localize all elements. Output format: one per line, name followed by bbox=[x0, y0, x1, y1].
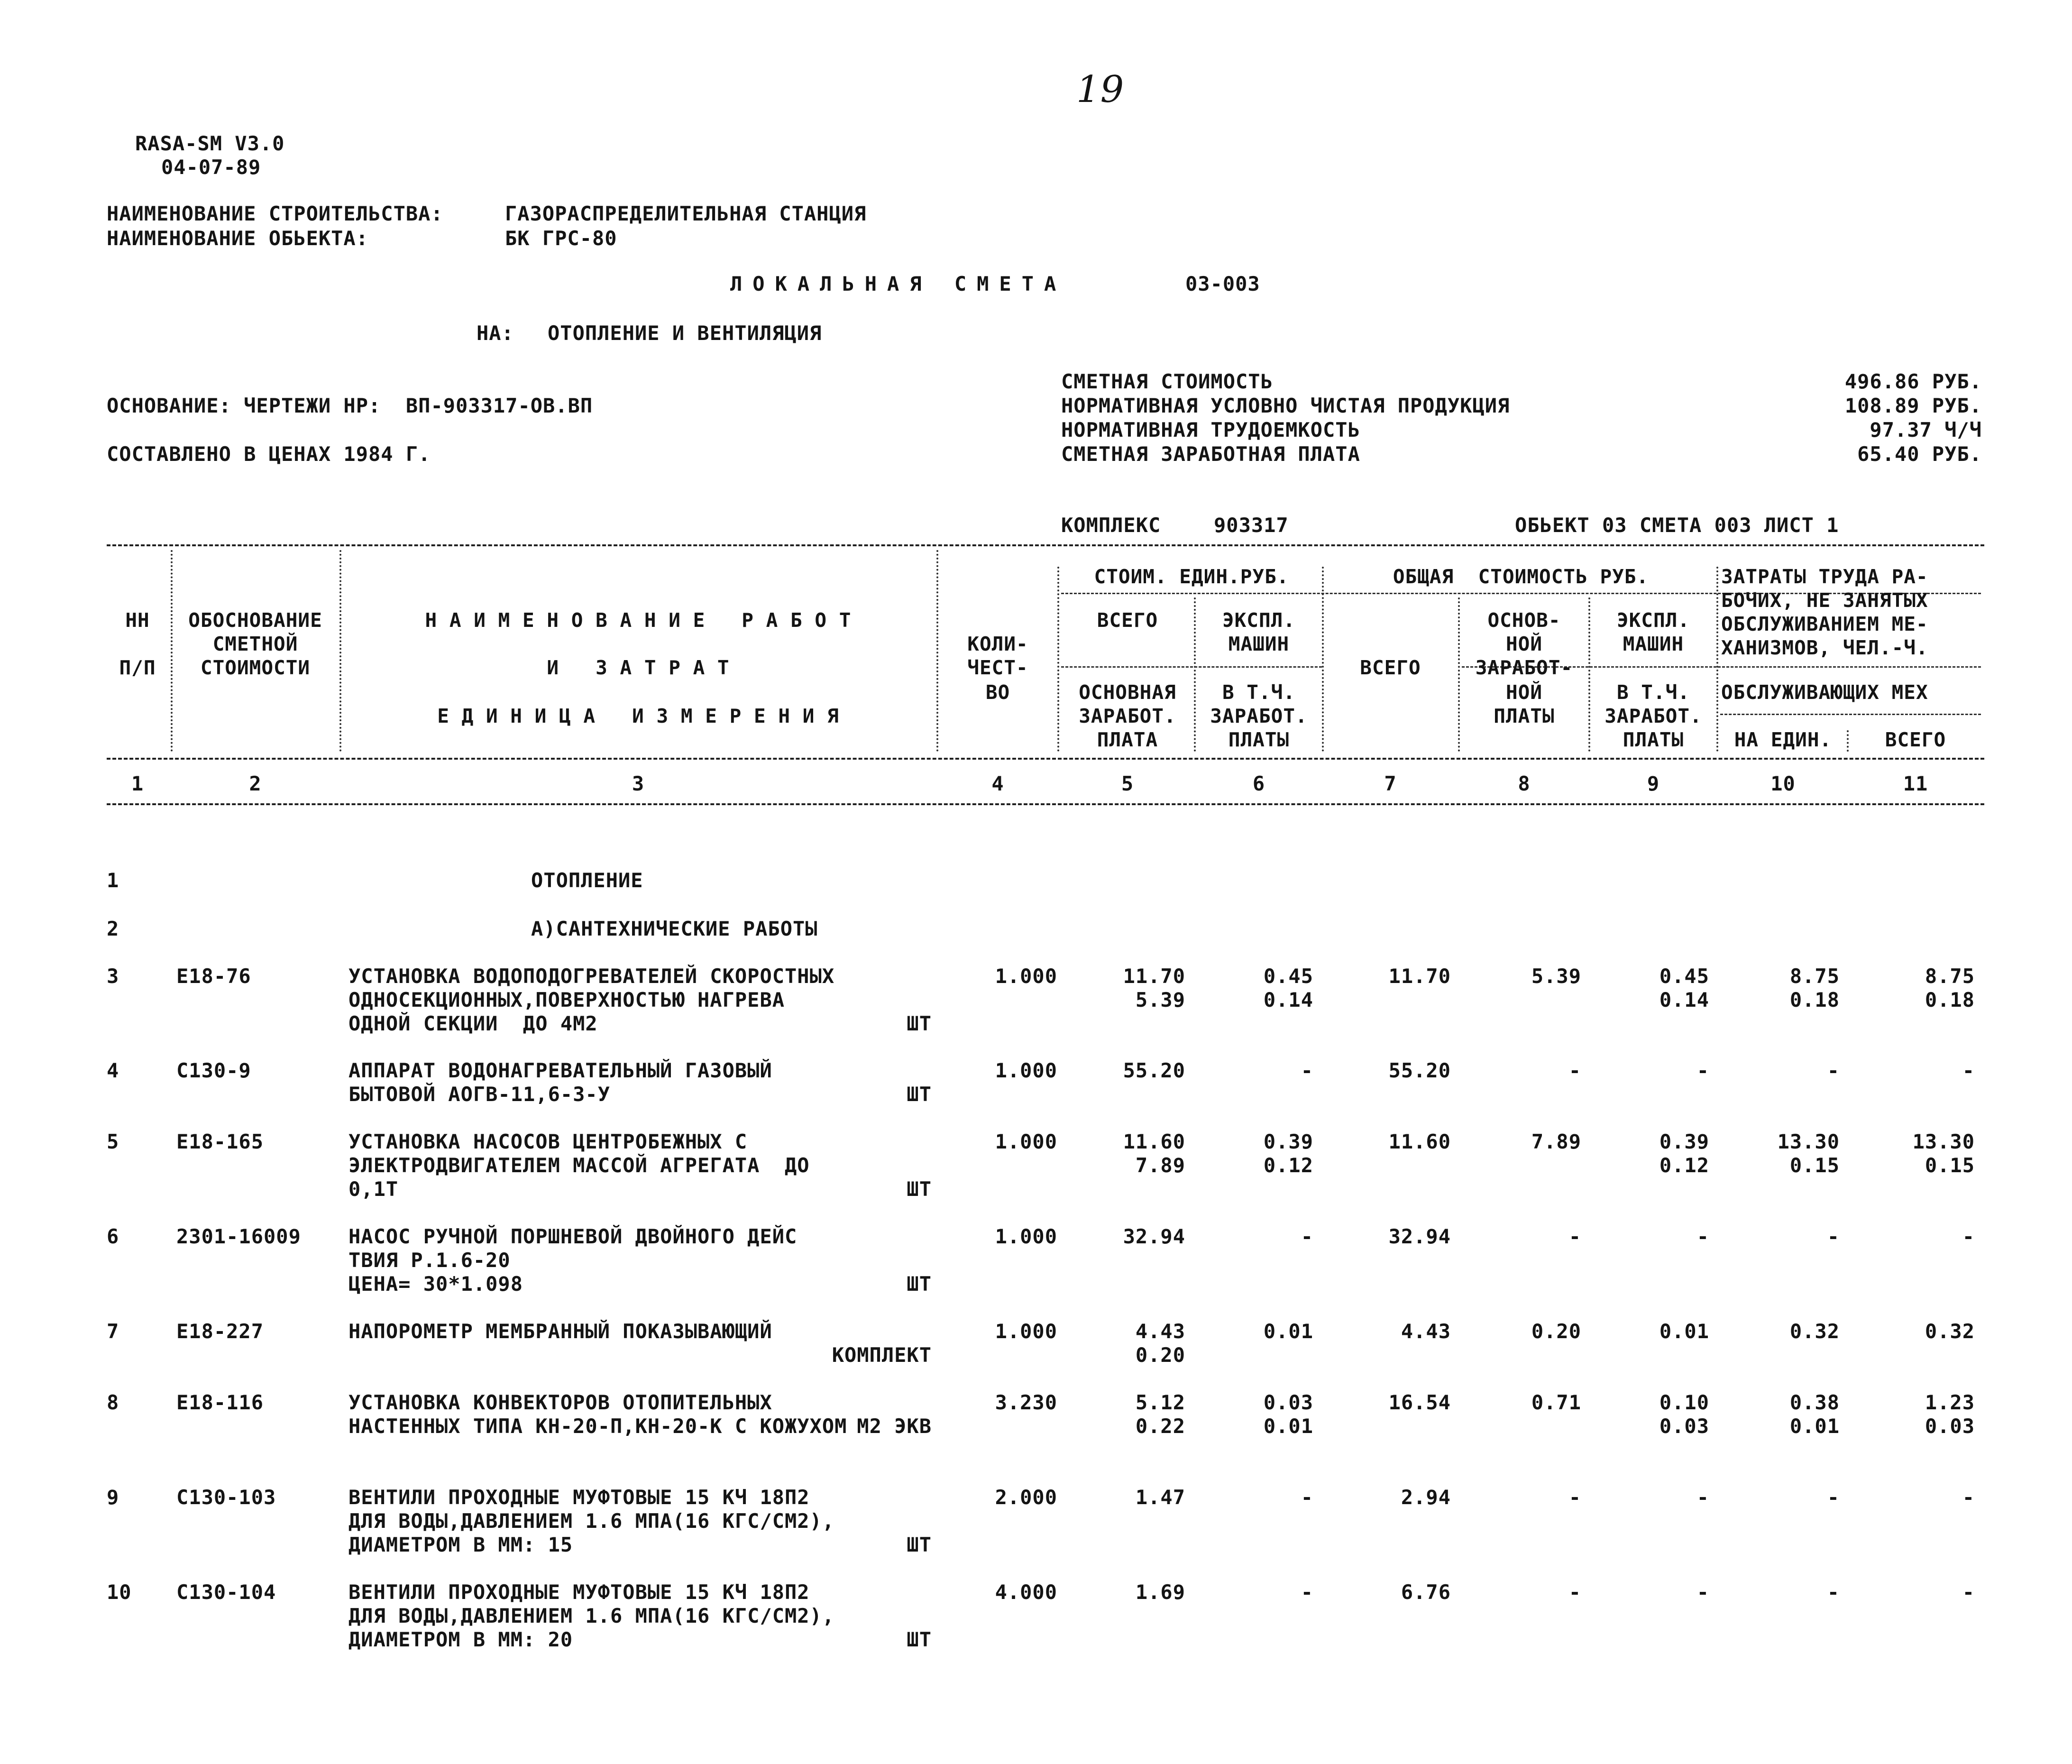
row-c9: - bbox=[1696, 1225, 1709, 1248]
row-c10: 0.15 bbox=[1789, 1154, 1840, 1177]
row-c7: 4.43 bbox=[1401, 1320, 1451, 1343]
hdr-c5: ЗАРАБОТ. bbox=[1079, 705, 1176, 727]
row-code: С130-103 bbox=[176, 1486, 276, 1509]
hdr-c3: Н А И М Е Н О В А Н И Е Р А Б О Т bbox=[425, 609, 852, 632]
col-number: 2 bbox=[249, 772, 262, 795]
row-code: Е18-116 bbox=[176, 1391, 264, 1414]
row-number: 5 bbox=[107, 1130, 119, 1153]
row-c5: 55.20 bbox=[1123, 1059, 1185, 1082]
row-c9: 0.03 bbox=[1659, 1415, 1709, 1438]
hdr-c9: ЭКСПЛ. bbox=[1616, 609, 1690, 632]
row-c6: 0.12 bbox=[1263, 1154, 1313, 1177]
col-number: 9 bbox=[1647, 772, 1660, 795]
col-number: 4 bbox=[991, 772, 1004, 795]
row-c6: 0.03 bbox=[1263, 1391, 1313, 1414]
col-separator bbox=[1847, 730, 1849, 752]
summary-value: 65.40 РУБ. bbox=[1857, 442, 1982, 466]
hdr-c10-11: ОБСЛУЖИВАНИЕМ МЕ- bbox=[1721, 613, 1928, 635]
row-name-line: УСТАНОВКА ВОДОПОДОГРЕВАТЕЛЕЙ СКОРОСТНЫХ bbox=[348, 965, 835, 988]
row-name-line: ВЕНТИЛИ ПРОХОДНЫЕ МУФТОВЫЕ 15 КЧ 18П2 bbox=[348, 1580, 810, 1604]
hdr-c9: ПЛАТЫ bbox=[1623, 728, 1684, 751]
row-code: Е18-76 bbox=[176, 965, 251, 988]
hdr-c9: МАШИН bbox=[1623, 633, 1684, 655]
row-name-line: ТВИЯ Р.1.6-20 bbox=[348, 1249, 511, 1272]
col-number: 8 bbox=[1518, 772, 1531, 795]
header-sub-rule bbox=[1720, 714, 1981, 715]
row-c5: 32.94 bbox=[1123, 1225, 1185, 1248]
row-c11: 0.18 bbox=[1925, 988, 1975, 1011]
hdr-c6: ЭКСПЛ. bbox=[1222, 609, 1296, 632]
row-c11: 0.32 bbox=[1925, 1320, 1975, 1343]
object-label: НАИМЕНОВАНИЕ ОБЬЕКТА: bbox=[107, 227, 369, 250]
hdr-c6: ЗАРАБОТ. bbox=[1210, 705, 1308, 727]
row-c9: - bbox=[1696, 1486, 1709, 1509]
row-name-line: НАСТЕННЫХ ТИПА КН-20-П,КН-20-К С КОЖУХОМ bbox=[348, 1415, 847, 1438]
row-c6: - bbox=[1301, 1225, 1313, 1248]
section-title: ОТОПЛЕНИЕ bbox=[531, 869, 643, 892]
row-quantity: 2.000 bbox=[995, 1486, 1057, 1509]
row-c10: 0.38 bbox=[1789, 1391, 1840, 1414]
row-c8: - bbox=[1568, 1486, 1581, 1509]
col-number: 5 bbox=[1121, 772, 1134, 795]
row-c8: 5.39 bbox=[1531, 965, 1581, 988]
row-c5: 11.70 bbox=[1123, 965, 1185, 988]
col-separator bbox=[339, 550, 341, 752]
row-quantity: 1.000 bbox=[995, 965, 1057, 988]
row-c11: 0.03 bbox=[1925, 1415, 1975, 1438]
hdr-c8: ПЛАТЫ bbox=[1494, 705, 1555, 727]
row-name-line: ДЛЯ ВОДЫ,ДАВЛЕНИЕМ 1.6 МПА(16 КГС/СМ2), bbox=[348, 1604, 835, 1627]
col-separator bbox=[1458, 597, 1460, 752]
hdr-c10-11: ОБСЛУЖИВАЮЩИХ МЕХ bbox=[1721, 681, 1928, 704]
section-title: А)САНТЕХНИЧЕСКИЕ РАБОТЫ bbox=[531, 917, 818, 940]
for-text: ОТОПЛЕНИЕ И ВЕНТИЛЯЦИЯ bbox=[548, 322, 822, 345]
hdr-c1: П/П bbox=[119, 656, 156, 679]
prices-line: СОСТАВЛЕНО В ЦЕНАХ 1984 Г. bbox=[107, 442, 431, 466]
row-c8: - bbox=[1568, 1225, 1581, 1248]
row-c6: 0.45 bbox=[1263, 965, 1313, 988]
row-c6: - bbox=[1301, 1580, 1313, 1604]
hdr-c8: ОСНОВ- bbox=[1487, 609, 1561, 632]
row-code: С130-104 bbox=[176, 1580, 276, 1604]
hdr-c3: И З А Т Р А Т bbox=[547, 656, 730, 679]
row-number: 7 bbox=[107, 1320, 119, 1343]
row-name-line: БЫТОВОЙ АОГВ-11,6-3-У bbox=[348, 1083, 611, 1106]
summary-label: НОРМАТИВНАЯ УСЛОВНО ЧИСТАЯ ПРОДУКЦИЯ bbox=[1061, 394, 1510, 417]
row-name-line: ДИАМЕТРОМ В ММ: 15 bbox=[348, 1533, 573, 1556]
row-unit: ШТ bbox=[907, 1628, 932, 1651]
row-c5: 1.47 bbox=[1135, 1486, 1185, 1509]
row-unit: ШТ bbox=[907, 1012, 932, 1035]
hdr-c2: СМЕТНОЙ bbox=[212, 633, 298, 655]
hdr-c11: ВСЕГО bbox=[1885, 728, 1946, 751]
row-c10: 8.75 bbox=[1789, 965, 1840, 988]
row-c7: 11.70 bbox=[1388, 965, 1451, 988]
row-name-line: УСТАНОВКА КОНВЕКТОРОВ ОТОПИТЕЛЬНЫХ bbox=[348, 1391, 772, 1414]
row-quantity: 1.000 bbox=[995, 1225, 1057, 1248]
row-name-line: УСТАНОВКА НАСОСОВ ЦЕНТРОБЕЖНЫХ С bbox=[348, 1130, 748, 1153]
row-c11: 0.15 bbox=[1925, 1154, 1975, 1177]
hdr-c2: ОБОСНОВАНИЕ bbox=[188, 609, 322, 632]
row-c11: - bbox=[1962, 1580, 1975, 1604]
row-name-line: ДЛЯ ВОДЫ,ДАВЛЕНИЕМ 1.6 МПА(16 КГС/СМ2), bbox=[348, 1509, 835, 1533]
row-c6: - bbox=[1301, 1059, 1313, 1082]
summary-label: СМЕТНАЯ СТОИМОСТЬ bbox=[1061, 370, 1273, 393]
construction-name: ГАЗОРАСПРЕДЕЛИТЕЛЬНАЯ СТАНЦИЯ bbox=[505, 202, 867, 225]
row-name-line: ОДНОСЕКЦИОННЫХ,ПОВЕРХНОСТЬЮ НАГРЕВА bbox=[348, 988, 785, 1011]
row-quantity: 1.000 bbox=[995, 1059, 1057, 1082]
row-c10: - bbox=[1827, 1580, 1840, 1604]
summary-value: 108.89 РУБ. bbox=[1844, 394, 1982, 417]
row-code: Е18-227 bbox=[176, 1320, 264, 1343]
row-c9: 0.12 bbox=[1659, 1154, 1709, 1177]
row-name-line: ЭЛЕКТРОДВИГАТЕЛЕМ МАССОЙ АГРЕГАТА ДО bbox=[348, 1154, 810, 1177]
hdr-c5: ПЛАТА bbox=[1097, 728, 1158, 751]
col-number: 1 bbox=[131, 772, 144, 795]
row-name-line: ЦЕНА= 30*1.098 bbox=[348, 1272, 523, 1295]
header-bottom-rule bbox=[107, 803, 1984, 805]
row-c8: 7.89 bbox=[1531, 1130, 1581, 1153]
hdr-c8: НОЙ bbox=[1505, 681, 1543, 704]
row-number: 4 bbox=[107, 1059, 119, 1082]
summary-value: 496.86 РУБ. bbox=[1844, 370, 1982, 393]
for-label: НА: bbox=[477, 322, 514, 345]
col-number: 10 bbox=[1770, 772, 1796, 795]
col-separator bbox=[1588, 597, 1590, 752]
row-c8: - bbox=[1568, 1059, 1581, 1082]
hdr-c6: ПЛАТЫ bbox=[1228, 728, 1290, 751]
row-unit: ШТ bbox=[907, 1177, 932, 1201]
row-c11: - bbox=[1962, 1486, 1975, 1509]
row-name-line: 0,1Т bbox=[348, 1177, 399, 1201]
object-sheet: ОБЬЕКТ 03 СМЕТА 003 ЛИСТ 1 bbox=[1515, 514, 1839, 537]
row-quantity: 1.000 bbox=[995, 1320, 1057, 1343]
row-quantity: 3.230 bbox=[995, 1391, 1057, 1414]
doc-title: ЛОКАЛЬНАЯ СМЕТА bbox=[730, 272, 1067, 295]
hdr-c6: В Т.Ч. bbox=[1222, 681, 1296, 704]
row-c5: 4.43 bbox=[1135, 1320, 1185, 1343]
row-code: 2301-16009 bbox=[176, 1225, 301, 1248]
row-c9: 0.10 bbox=[1659, 1391, 1709, 1414]
print-date: 04-07-89 bbox=[161, 156, 261, 179]
doc-number: 03-003 bbox=[1185, 272, 1260, 295]
hdr-c8: НОЙ bbox=[1505, 633, 1543, 655]
row-name-line: НАСОС РУЧНОЙ ПОРШНЕВОЙ ДВОЙНОГО ДЕЙС bbox=[348, 1225, 798, 1248]
row-c11: 1.23 bbox=[1925, 1391, 1975, 1414]
hdr-c3: Е Д И Н И Ц А И З М Е Р Е Н И Я bbox=[437, 705, 839, 727]
col-number: 6 bbox=[1252, 772, 1265, 795]
row-number: 9 bbox=[107, 1486, 119, 1509]
hdr-c7: ВСЕГО bbox=[1360, 656, 1421, 679]
row-c5: 7.89 bbox=[1135, 1154, 1185, 1177]
row-c7: 6.76 bbox=[1401, 1580, 1451, 1604]
summary-value: 97.37 Ч/Ч bbox=[1870, 418, 1982, 441]
section-number: 2 bbox=[107, 917, 119, 940]
row-number: 6 bbox=[107, 1225, 119, 1248]
row-c7: 55.20 bbox=[1388, 1059, 1451, 1082]
row-name-line: НАПОРОМЕТР МЕМБРАННЫЙ ПОКАЗЫВАЮЩИЙ bbox=[348, 1320, 772, 1343]
row-unit: М2 ЭКВ bbox=[857, 1415, 932, 1438]
row-c9: 0.01 bbox=[1659, 1320, 1709, 1343]
row-code: С130-9 bbox=[176, 1059, 251, 1082]
row-c10: - bbox=[1827, 1059, 1840, 1082]
row-c6: 0.14 bbox=[1263, 988, 1313, 1011]
row-c10: 0.01 bbox=[1789, 1415, 1840, 1438]
hdr-group-total-cost: ОБЩАЯ СТОИМОСТЬ РУБ. bbox=[1393, 565, 1649, 588]
col-number: 3 bbox=[632, 772, 645, 795]
col-separator bbox=[936, 550, 938, 752]
hdr-c4: ВО bbox=[985, 681, 1010, 704]
row-c7: 11.60 bbox=[1388, 1130, 1451, 1153]
row-number: 10 bbox=[107, 1580, 132, 1604]
software-version: RASA-SM V3.0 bbox=[135, 132, 285, 155]
summary-label: СМЕТНАЯ ЗАРАБОТНАЯ ПЛАТА bbox=[1061, 442, 1360, 466]
row-c5: 5.39 bbox=[1135, 988, 1185, 1011]
row-unit: КОМПЛЕКТ bbox=[832, 1343, 932, 1367]
col-number: 7 bbox=[1384, 772, 1397, 795]
row-name-line: ВЕНТИЛИ ПРОХОДНЫЕ МУФТОВЫЕ 15 КЧ 18П2 bbox=[348, 1486, 810, 1509]
row-c9: - bbox=[1696, 1059, 1709, 1082]
row-name-line: ДИАМЕТРОМ В ММ: 20 bbox=[348, 1628, 573, 1651]
hdr-c4: ЧЕСТ- bbox=[967, 656, 1028, 679]
row-name-line: АППАРАТ ВОДОНАГРЕВАТЕЛЬНЫЙ ГАЗОВЫЙ bbox=[348, 1059, 772, 1082]
hdr-c10-11: БОЧИХ, НЕ ЗАНЯТЫХ bbox=[1721, 589, 1928, 612]
hdr-c10-11: ЗАТРАТЫ ТРУДА РА- bbox=[1721, 565, 1928, 588]
hdr-c9: ЗАРАБОТ. bbox=[1604, 705, 1702, 727]
header-sub-rule bbox=[1061, 666, 1322, 668]
row-c5: 0.20 bbox=[1135, 1343, 1185, 1367]
col-separator bbox=[1194, 597, 1196, 752]
row-c6: 0.01 bbox=[1263, 1415, 1313, 1438]
col-separator bbox=[1716, 567, 1718, 752]
row-c7: 32.94 bbox=[1388, 1225, 1451, 1248]
header-top-rule bbox=[107, 544, 1984, 546]
col-number: 11 bbox=[1903, 772, 1928, 795]
row-c9: 0.45 bbox=[1659, 965, 1709, 988]
summary-label: НОРМАТИВНАЯ ТРУДОЕМКОСТЬ bbox=[1061, 418, 1360, 441]
hdr-c4: КОЛИ- bbox=[967, 633, 1028, 655]
row-c5: 11.60 bbox=[1123, 1130, 1185, 1153]
col-separator bbox=[1322, 567, 1324, 752]
row-c8: 0.20 bbox=[1531, 1320, 1581, 1343]
hdr-c8: ЗАРАБОТ- bbox=[1475, 656, 1573, 679]
hdr-c5: ВСЕГО bbox=[1097, 609, 1158, 632]
row-c11: - bbox=[1962, 1225, 1975, 1248]
hdr-group-unit-cost: СТОИМ. ЕДИН.РУБ. bbox=[1094, 565, 1289, 588]
object-name: БК ГРС-80 bbox=[505, 227, 617, 250]
row-c5: 5.12 bbox=[1135, 1391, 1185, 1414]
section-number: 1 bbox=[107, 869, 119, 892]
row-c7: 2.94 bbox=[1401, 1486, 1451, 1509]
row-unit: ШТ bbox=[907, 1533, 932, 1556]
row-number: 3 bbox=[107, 965, 119, 988]
row-c11: - bbox=[1962, 1059, 1975, 1082]
row-c8: 0.71 bbox=[1531, 1391, 1581, 1414]
row-unit: ШТ bbox=[907, 1272, 932, 1295]
row-c6: 0.39 bbox=[1263, 1130, 1313, 1153]
row-c5: 1.69 bbox=[1135, 1580, 1185, 1604]
row-c9: 0.39 bbox=[1659, 1130, 1709, 1153]
row-c6: 0.01 bbox=[1263, 1320, 1313, 1343]
row-c7: 16.54 bbox=[1388, 1391, 1451, 1414]
hdr-c10: НА ЕДИН. bbox=[1734, 728, 1832, 751]
row-c10: 0.18 bbox=[1789, 988, 1840, 1011]
row-c10: 0.32 bbox=[1789, 1320, 1840, 1343]
row-c10: - bbox=[1827, 1225, 1840, 1248]
complex-value: 903317 bbox=[1214, 514, 1289, 537]
col-separator bbox=[171, 550, 173, 752]
row-quantity: 4.000 bbox=[995, 1580, 1057, 1604]
complex-label: КОМПЛЕКС bbox=[1061, 514, 1161, 537]
row-c10: 13.30 bbox=[1777, 1130, 1840, 1153]
row-number: 8 bbox=[107, 1391, 119, 1414]
basis-line: ОСНОВАНИЕ: ЧЕРТЕЖИ НР: ВП-903317-ОВ.ВП bbox=[107, 394, 593, 417]
hdr-c10-11: ХАНИЗМОВ, ЧЕЛ.-Ч. bbox=[1721, 636, 1928, 659]
construction-label: НАИМЕНОВАНИЕ СТРОИТЕЛЬСТВА: bbox=[107, 202, 443, 225]
hdr-c2: СТОИМОСТИ bbox=[200, 656, 311, 679]
row-name-line: ОДНОЙ СЕКЦИИ ДО 4М2 bbox=[348, 1012, 598, 1035]
row-c11: 8.75 bbox=[1925, 965, 1975, 988]
row-c11: 13.30 bbox=[1912, 1130, 1975, 1153]
hdr-c9: В Т.Ч. bbox=[1616, 681, 1690, 704]
hdr-c5: ОСНОВНАЯ bbox=[1079, 681, 1176, 704]
hdr-c1: НН bbox=[125, 609, 150, 632]
row-c10: - bbox=[1827, 1486, 1840, 1509]
row-c8: - bbox=[1568, 1580, 1581, 1604]
hdr-c6: МАШИН bbox=[1228, 633, 1290, 655]
col-separator bbox=[1057, 567, 1059, 752]
header-mid-rule bbox=[107, 758, 1984, 760]
row-c5: 0.22 bbox=[1135, 1415, 1185, 1438]
page-number-handwritten: 19 bbox=[1076, 68, 1125, 111]
row-c9: 0.14 bbox=[1659, 988, 1709, 1011]
row-c6: - bbox=[1301, 1486, 1313, 1509]
row-quantity: 1.000 bbox=[995, 1130, 1057, 1153]
row-c9: - bbox=[1696, 1580, 1709, 1604]
row-code: Е18-165 bbox=[176, 1130, 264, 1153]
row-unit: ШТ bbox=[907, 1083, 932, 1106]
